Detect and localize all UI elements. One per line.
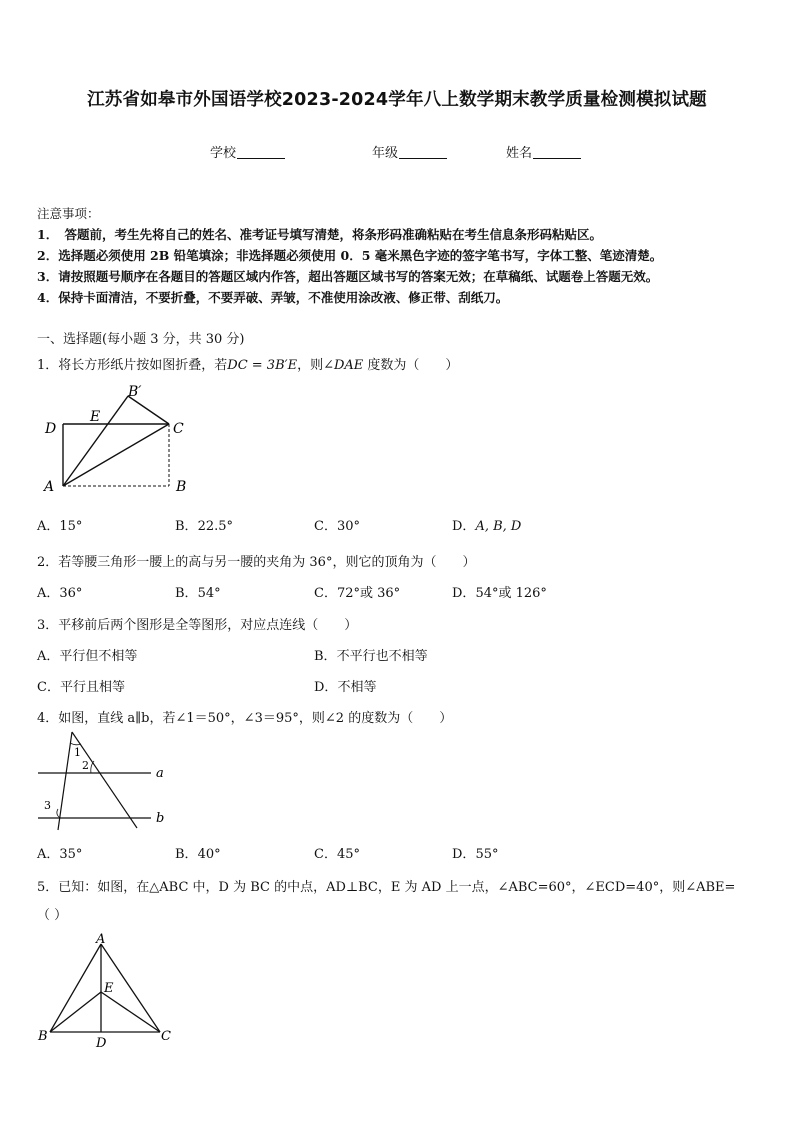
q5-label-c: C [161,1029,171,1044]
q4-figure [36,730,176,834]
option-text: 36° [59,586,83,601]
q3-option-a[interactable] [37,645,137,664]
option-text: 40° [197,847,221,862]
q1-label-b-prime: B′ [128,384,142,400]
q4-label-2: 2 [82,759,89,772]
q4-option-d[interactable] [452,843,498,862]
q1-label-b: B [176,479,187,495]
option-letter: A． [37,847,60,862]
q4-option-c[interactable] [314,843,360,862]
section-heading: 一、选择题(每小题 3 分，共 30 分) [37,332,245,347]
q1-mid: ，则 [297,358,324,373]
option-text: 54°或 126° [475,586,547,601]
q1-option-d[interactable] [452,515,521,534]
grade-label: 年级 [372,146,399,161]
option-letter: A． [37,649,60,664]
q5-label-e: E [104,981,114,996]
option-text: 平行且相等 [59,680,125,695]
q1-math: DC = 3B′E [227,358,298,373]
q3-option-b[interactable] [314,645,428,664]
option-text: 30° [336,519,360,534]
option-letter: D． [314,680,338,695]
option-text: 15° [59,519,83,534]
school-field[interactable] [210,142,285,161]
school-blank[interactable] [237,146,285,159]
q1-option-c[interactable] [314,515,360,534]
q2-option-b[interactable] [175,582,221,601]
q1-post: 度数为（ ） [363,358,459,373]
q2-option-d[interactable] [452,582,547,601]
q1-label-e: E [90,409,101,425]
question-1 [37,354,458,373]
option-text: 45° [336,847,360,862]
note-item: 4．保持卡面清洁，不要折叠，不要弄破、弄皱，不准使用涂改液、修正带、刮纸刀。 [37,290,509,305]
q2-option-c[interactable] [314,582,400,601]
q1-option-a[interactable] [37,515,82,534]
option-text: 平行但不相等 [59,649,138,664]
option-text: 22.5° [197,519,234,534]
option-letter: A． [37,586,60,601]
q4-label-3: 3 [44,799,51,812]
grade-blank[interactable] [399,146,447,159]
q5-label-d: D [96,1036,107,1050]
q1-option-b[interactable] [175,515,233,534]
question-2: 2．若等腰三角形一腰上的高与另一腰的夹角为 36°，则它的顶角为（ ） [37,555,476,570]
notes-heading: 注意事项： [37,206,100,221]
q4-label-1: 1 [74,746,81,759]
option-letter: D． [452,586,476,601]
option-letter: B． [175,847,198,862]
option-text: 55° [475,847,499,862]
option-letter: C． [314,586,337,601]
q5-label-a: A [96,932,106,947]
option-letter: B． [175,519,198,534]
q4-option-a[interactable] [37,843,82,862]
option-letter: B． [314,649,337,664]
option-letter: B． [175,586,198,601]
q1-label-c: C [173,421,184,437]
question-5: 5．已知：如图，在△ABC 中，D 为 BC 的中点，AD⊥BC，E 为 AD 上一点，∠ABC=60°，∠ECD=40°，则∠ABE= [37,880,736,895]
option-letter: D． [452,519,476,534]
note-item: 2．选择题必须使用 2B 铅笔填涂；非选择题必须使用 0．5 毫米黑色字迹的签字笔书写，字体工整、笔迹清楚。 [37,248,663,263]
name-blank[interactable] [533,146,581,159]
option-letter: C． [314,847,337,862]
name-field[interactable] [506,142,581,161]
option-text: A, B, D [475,519,522,534]
q1-label-a: A [44,479,55,495]
option-text: 72°或 36° [336,586,401,601]
option-letter: A． [37,519,60,534]
q2-option-a[interactable] [37,582,82,601]
option-text: 不相等 [337,680,377,695]
q4-label-a: a [156,766,164,781]
q1-label-d: D [45,421,57,437]
option-letter: D． [452,847,476,862]
option-text: 不平行也不相等 [336,649,428,664]
option-text: 35° [59,847,83,862]
grade-field[interactable] [372,142,447,161]
name-label: 姓名 [506,146,533,161]
option-text: 54° [197,586,221,601]
page-title: 江苏省如皋市外国语学校2023-2024学年八上数学期末教学质量检测模拟试题 [87,90,707,110]
option-letter: C． [37,680,60,695]
q1-figure [36,380,206,498]
question-5-bracket: （ ） [37,908,68,923]
q5-label-b: B [38,1029,48,1044]
question-3: 3．平移前后两个图形是全等图形，对应点连线（ ） [37,618,358,633]
notes-block [37,203,662,308]
q4-label-b: b [156,811,165,826]
question-4: 4．如图，直线 a∥b，若∠1＝50°，∠3＝95°，则∠2 的度数为（ ） [37,711,453,726]
note-item: 3．请按照题号顺序在各题目的答题区域内作答，超出答题区域书写的答案无效；在草稿纸、试题卷上答题无效。 [37,269,659,284]
school-label: 学校 [210,146,237,161]
q5-figure [36,930,176,1050]
q1-pre: 1．将长方形纸片按如图折叠，若 [37,358,228,373]
q4-option-b[interactable] [175,843,221,862]
note-item: 1． 答题前，考生先将自己的姓名、准考证号填写清楚，将条形码准确粘贴在考生信息条形码粘贴区。 [37,227,602,242]
q3-option-d[interactable] [314,676,376,695]
option-letter: C． [314,519,337,534]
q3-option-c[interactable] [37,676,125,695]
q1-math2: ∠DAE [323,358,364,373]
